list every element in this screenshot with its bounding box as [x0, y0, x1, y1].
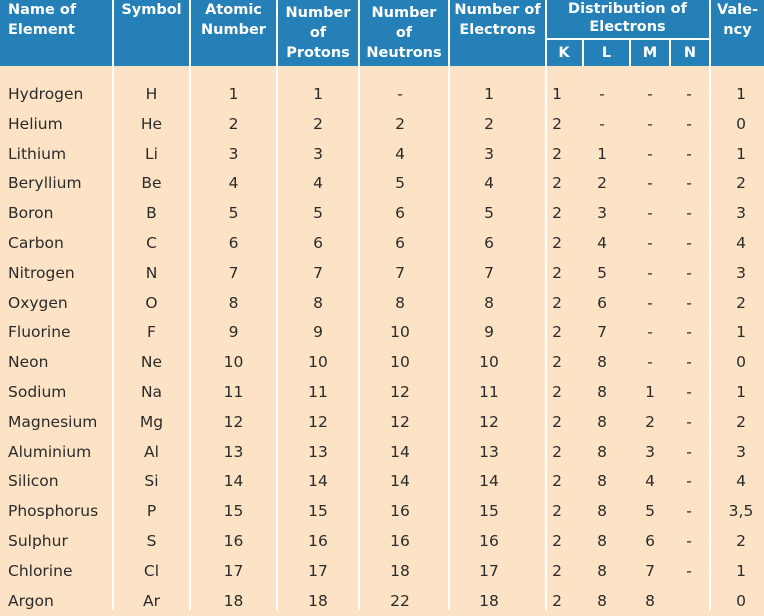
cell-valency: 1 — [736, 561, 746, 580]
cell-k: 1 — [552, 85, 562, 103]
cell-protons: 10 — [308, 353, 328, 372]
table-row — [0, 557, 764, 587]
cell-neutrons: 12 — [390, 382, 410, 401]
cell-m: - — [647, 204, 653, 223]
cell-name: Nitrogen — [8, 263, 75, 282]
header-valency: Vale- ncy — [716, 2, 759, 38]
cell-n: - — [686, 144, 692, 163]
cell-atomic: 8 — [228, 293, 239, 312]
cell-neutrons: - — [397, 85, 403, 103]
header-divider — [189, 0, 191, 66]
table-row — [0, 259, 764, 289]
table-row — [0, 497, 764, 527]
cell-m: - — [647, 233, 653, 252]
cell-valency: 2 — [736, 412, 746, 431]
cell-valency: 3 — [736, 263, 746, 282]
header-shell-k: K — [558, 45, 570, 61]
cell-m: 7 — [645, 561, 655, 580]
cell-name: Aluminium — [8, 442, 92, 461]
cell-protons: 13 — [308, 442, 328, 461]
table-row — [0, 80, 764, 110]
cell-atomic: 17 — [223, 561, 244, 580]
cell-n: - — [686, 323, 692, 342]
cell-symbol: Na — [140, 382, 163, 401]
cell-protons: 9 — [313, 323, 323, 342]
cell-protons: 11 — [308, 382, 328, 401]
cell-n: - — [686, 293, 692, 312]
distribution-divider — [546, 38, 709, 40]
header-name: Name of Element — [8, 2, 77, 38]
cell-n: - — [686, 263, 692, 282]
shell-divider — [629, 40, 631, 66]
cell-electrons: 11 — [479, 382, 499, 401]
header-protons: Number of Protons — [285, 5, 351, 61]
cell-l: 8 — [597, 561, 607, 580]
cell-neutrons: 2 — [395, 114, 405, 133]
header-divider — [545, 0, 547, 66]
table-row — [0, 140, 764, 170]
cell-electrons: 1 — [484, 85, 494, 103]
header-divider — [448, 0, 450, 66]
cell-electrons: 7 — [484, 263, 494, 282]
cell-name: Lithium — [8, 144, 67, 163]
cell-atomic: 4 — [228, 174, 239, 193]
cell-k: 2 — [552, 204, 562, 223]
cell-protons: 1 — [313, 85, 323, 103]
cell-electrons: 18 — [479, 591, 499, 610]
cell-symbol: S — [146, 531, 157, 550]
cell-neutrons: 8 — [395, 293, 405, 312]
cell-l: 8 — [597, 442, 607, 461]
cell-neutrons: 6 — [395, 233, 405, 252]
cell-atomic: 2 — [228, 114, 239, 133]
cell-symbol: Ne — [140, 353, 163, 372]
cell-protons: 4 — [313, 174, 323, 193]
cell-k: 2 — [552, 293, 562, 312]
cell-m: - — [647, 323, 653, 342]
table-row — [0, 438, 764, 468]
cell-neutrons: 5 — [395, 174, 405, 193]
cell-l: 8 — [597, 382, 607, 401]
cell-valency: 4 — [736, 233, 746, 252]
cell-valency: 2 — [736, 531, 746, 550]
table-row — [0, 527, 764, 557]
cell-m: 4 — [645, 472, 655, 491]
cell-valency: 0 — [736, 114, 746, 133]
table-row — [0, 348, 764, 378]
cell-atomic: 1 — [228, 85, 239, 103]
cell-symbol: H — [145, 85, 158, 103]
cell-symbol: Ar — [143, 591, 160, 610]
cell-symbol: Al — [144, 442, 159, 461]
table-row — [0, 587, 764, 616]
header-shell-l: L — [601, 45, 612, 61]
cell-symbol: He — [140, 114, 163, 133]
cell-atomic: 9 — [228, 323, 239, 342]
cell-l: 1 — [597, 144, 607, 163]
cell-m: - — [647, 114, 653, 133]
cell-k: 2 — [552, 442, 562, 461]
cell-atomic: 15 — [223, 502, 244, 521]
cell-atomic: 14 — [223, 472, 244, 491]
cell-n: - — [686, 204, 692, 223]
cell-neutrons: 7 — [395, 263, 405, 282]
cell-electrons: 17 — [479, 561, 499, 580]
cell-name: Sodium — [8, 382, 67, 401]
table-row — [0, 467, 764, 497]
cell-name: Beryllium — [8, 174, 82, 193]
cell-name: Neon — [8, 353, 49, 372]
cell-l: 8 — [597, 531, 607, 550]
cell-name: Oxygen — [8, 293, 68, 312]
cell-n: - — [686, 85, 692, 103]
table-header — [0, 0, 764, 66]
cell-atomic: 10 — [223, 353, 244, 372]
cell-n: - — [686, 531, 692, 550]
cell-protons: 7 — [313, 263, 323, 282]
cell-atomic: 16 — [223, 531, 244, 550]
cell-name: Chlorine — [8, 561, 73, 580]
cell-m: 1 — [645, 382, 655, 401]
cell-atomic: 6 — [228, 233, 239, 252]
cell-name: Hydrogen — [8, 85, 84, 103]
cell-neutrons: 14 — [390, 442, 410, 461]
cell-m: - — [647, 263, 653, 282]
cell-name: Fluorine — [8, 323, 71, 342]
cell-m: 8 — [645, 591, 655, 610]
cell-k: 2 — [552, 591, 562, 610]
cell-name: Helium — [8, 114, 63, 133]
cell-m: - — [647, 174, 653, 193]
cell-l: 5 — [597, 263, 607, 282]
cell-m: 5 — [645, 502, 655, 521]
cell-l: - — [599, 114, 605, 133]
cell-k: 2 — [552, 531, 562, 550]
header-shell-n: N — [683, 45, 697, 61]
cell-k: 2 — [552, 382, 562, 401]
cell-k: 2 — [552, 263, 562, 282]
cell-valency: 3 — [736, 442, 746, 461]
cell-protons: 12 — [308, 412, 328, 431]
cell-atomic: 5 — [228, 204, 239, 223]
cell-symbol: N — [145, 263, 158, 282]
header-symbol: Symbol — [121, 2, 182, 18]
cell-n: - — [686, 353, 692, 372]
cell-atomic: 18 — [223, 591, 244, 610]
cell-atomic: 12 — [223, 412, 244, 431]
cell-l: 3 — [597, 204, 607, 223]
cell-k: 2 — [552, 323, 562, 342]
cell-l: 8 — [597, 502, 607, 521]
cell-electrons: 5 — [484, 204, 494, 223]
cell-name: Sulphur — [8, 531, 68, 550]
cell-neutrons: 12 — [390, 412, 410, 431]
table-row — [0, 229, 764, 259]
cell-electrons: 16 — [479, 531, 499, 550]
cell-n: - — [686, 472, 692, 491]
cell-name: Carbon — [8, 233, 64, 252]
cell-electrons: 2 — [484, 114, 494, 133]
cell-protons: 6 — [313, 233, 323, 252]
cell-symbol: B — [146, 204, 157, 223]
cell-symbol: P — [146, 502, 157, 521]
table-row — [0, 408, 764, 438]
table-row — [0, 110, 764, 140]
cell-symbol: Mg — [139, 412, 164, 431]
header-divider — [276, 0, 278, 66]
cell-valency: 3,5 — [728, 502, 754, 521]
table-row — [0, 378, 764, 408]
cell-valency: 3 — [736, 204, 746, 223]
cell-neutrons: 10 — [390, 353, 410, 372]
table-row — [0, 289, 764, 319]
cell-protons: 16 — [308, 531, 328, 550]
cell-protons: 5 — [313, 204, 323, 223]
header-shell-m: M — [642, 45, 658, 61]
cell-m: - — [647, 144, 653, 163]
cell-atomic: 11 — [223, 382, 244, 401]
cell-protons: 15 — [308, 502, 328, 521]
cell-n: - — [686, 114, 692, 133]
cell-neutrons: 16 — [390, 502, 410, 521]
header-atomic-number: Atomic Number — [201, 2, 266, 38]
header-neutrons: Number of Neutrons — [366, 5, 442, 61]
cell-l: 2 — [597, 174, 607, 193]
cell-k: 2 — [552, 561, 562, 580]
cell-name: Phosphorus — [8, 502, 99, 521]
cell-protons: 2 — [313, 114, 323, 133]
cell-k: 2 — [552, 502, 562, 521]
cell-symbol: Li — [145, 144, 158, 163]
cell-valency: 1 — [736, 323, 746, 342]
cell-valency: 1 — [736, 382, 746, 401]
cell-protons: 18 — [308, 591, 328, 610]
cell-name: Argon — [8, 591, 54, 610]
cell-name: Magnesium — [8, 412, 98, 431]
cell-electrons: 3 — [484, 144, 494, 163]
header-divider — [709, 0, 711, 66]
cell-n: - — [686, 174, 692, 193]
cell-k: 2 — [552, 114, 562, 133]
cell-m: 2 — [645, 412, 655, 431]
header-electrons: Number of Electrons — [454, 2, 541, 38]
cell-l: 8 — [597, 353, 607, 372]
cell-electrons: 10 — [479, 353, 499, 372]
header-divider — [358, 0, 360, 66]
shell-divider — [669, 40, 671, 66]
cell-electrons: 13 — [479, 442, 499, 461]
cell-symbol: C — [146, 233, 157, 252]
cell-k: 2 — [552, 412, 562, 431]
cell-electrons: 12 — [479, 412, 499, 431]
cell-neutrons: 4 — [395, 144, 405, 163]
cell-atomic: 7 — [228, 263, 239, 282]
cell-k: 2 — [552, 472, 562, 491]
cell-valency: 2 — [736, 293, 746, 312]
cell-symbol: O — [145, 293, 158, 312]
cell-l: 8 — [597, 591, 607, 610]
cell-k: 2 — [552, 353, 562, 372]
cell-neutrons: 10 — [390, 323, 410, 342]
table-row — [0, 318, 764, 348]
cell-k: 2 — [552, 233, 562, 252]
cell-m: 3 — [645, 442, 655, 461]
cell-l: 6 — [597, 293, 607, 312]
cell-valency: 1 — [736, 144, 746, 163]
cell-name: Silicon — [8, 472, 59, 491]
cell-valency: 0 — [736, 353, 746, 372]
cell-neutrons: 6 — [395, 204, 405, 223]
cell-valency: 2 — [736, 174, 746, 193]
cell-n: - — [686, 442, 692, 461]
header-distribution: Distribution of Electrons — [568, 1, 687, 35]
cell-m: - — [647, 85, 653, 103]
cell-valency: 1 — [736, 85, 746, 103]
cell-k: 2 — [552, 144, 562, 163]
cell-atomic: 13 — [223, 442, 244, 461]
cell-l: 8 — [597, 412, 607, 431]
cell-valency: 0 — [736, 591, 746, 610]
cell-l: 7 — [597, 323, 607, 342]
table-row — [0, 199, 764, 229]
cell-n — [671, 587, 707, 616]
cell-valency: 4 — [736, 472, 746, 491]
shell-divider — [582, 40, 584, 66]
cell-neutrons: 14 — [390, 472, 410, 491]
cell-l: - — [599, 85, 605, 103]
cell-neutrons: 22 — [390, 591, 410, 610]
cell-m: - — [647, 293, 653, 312]
cell-k: 2 — [552, 174, 562, 193]
cell-protons: 14 — [308, 472, 328, 491]
cell-m: 6 — [645, 531, 655, 550]
cell-symbol: Si — [144, 472, 159, 491]
cell-protons: 17 — [308, 561, 328, 580]
cell-n: - — [686, 412, 692, 431]
cell-electrons: 6 — [484, 233, 494, 252]
cell-neutrons: 16 — [390, 531, 410, 550]
cell-electrons: 14 — [479, 472, 499, 491]
header-divider — [112, 0, 114, 66]
cell-atomic: 3 — [228, 144, 239, 163]
table-body — [0, 80, 764, 616]
cell-n: - — [686, 502, 692, 521]
cell-n: - — [686, 561, 692, 580]
cell-electrons: 8 — [484, 293, 494, 312]
cell-symbol: Be — [141, 174, 162, 193]
cell-symbol: F — [147, 323, 156, 342]
cell-electrons: 4 — [484, 174, 494, 193]
cell-l: 8 — [597, 472, 607, 491]
cell-neutrons: 18 — [390, 561, 410, 580]
cell-l: 4 — [597, 233, 607, 252]
cell-electrons: 15 — [479, 502, 499, 521]
cell-n: - — [686, 382, 692, 401]
cell-m: - — [647, 353, 653, 372]
cell-electrons: 9 — [484, 323, 494, 342]
table-row — [0, 169, 764, 199]
cell-n: - — [686, 233, 692, 252]
cell-protons: 8 — [313, 293, 323, 312]
cell-name: Boron — [8, 204, 54, 223]
cell-protons: 3 — [313, 144, 323, 163]
cell-symbol: Cl — [143, 561, 160, 580]
